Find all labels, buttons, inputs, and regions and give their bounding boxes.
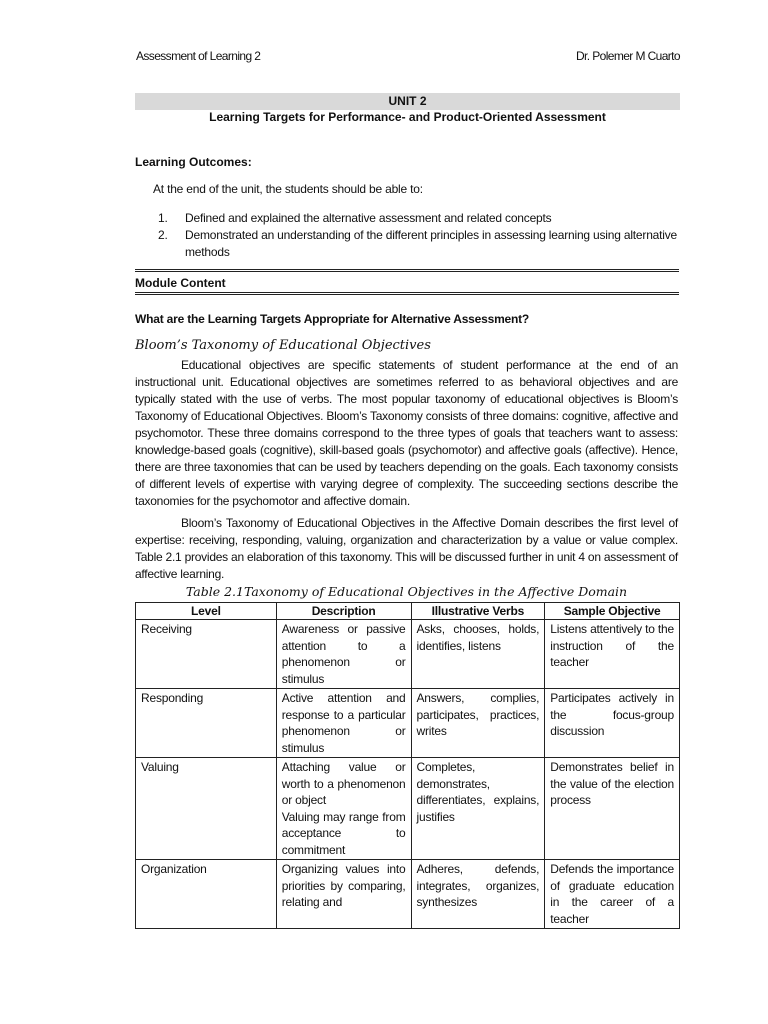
header-author: Dr. Polemer M Cuarto bbox=[575, 49, 680, 63]
table-header-row bbox=[136, 603, 680, 620]
section-title: Bloom’s Taxonomy of Educational Objectives bbox=[135, 338, 431, 353]
cell-level: Valuing bbox=[136, 758, 277, 860]
cell-verbs: Asks, chooses, holds, identifies, listens bbox=[411, 620, 545, 689]
column-header: Illustrative Verbs bbox=[411, 603, 545, 620]
cell-description: Active attention and response to a particular phenomenon or stimulus bbox=[276, 689, 411, 758]
divider-bottom bbox=[135, 292, 679, 295]
table-caption: Table 2.1Taxonomy of Educational Objectives in the Affective Domain bbox=[185, 584, 628, 599]
list-item-text: Demonstrated an understanding of the different principles in assessing learning using alternative methods bbox=[185, 228, 678, 259]
list-item bbox=[158, 210, 678, 227]
module-content-title: Module Content bbox=[135, 276, 226, 290]
cell-level: Receiving bbox=[136, 620, 277, 689]
column-header: Sample Objective bbox=[545, 603, 680, 620]
taxonomy-table bbox=[135, 602, 680, 929]
cell-verbs: Adheres, defends, integrates, organizes, synthesizes bbox=[411, 860, 545, 929]
cell-level: Organization bbox=[136, 860, 277, 929]
paragraph: Educational objectives are specific statements of student performance at the end of an instructional unit. Educational objectives are sometimes referred to as behavioral objectives and are typically stated with the use of verbs. The most popular taxonomy of educational objectives is Bloom’s Taxonomy of Educational Objectives. Bloom’s Taxonomy consists of three domains: cognitive, affective and psychomotor. These three domains correspond to the three types of goals that teachers want to assess: knowledge-based goals (cognitive), skill-based goals (psychomotor) and affective goals (affective). Hence, there are three taxonomies that can be used by teachers depending on the goals. Each taxonomy consists of different levels of expertise with varying degree of complexity. The succeeding sections describe the taxonomies for the psychomotor and affective domain. bbox=[135, 358, 678, 508]
table-row bbox=[136, 620, 680, 689]
paragraph: Bloom’s Taxonomy of Educational Objectives in the Affective Domain describes the first level of expertise: receiving, responding, valuing, organization and characterization by a value or value complex. Table 2.1 provides an elaboration of this taxonomy. This will be discussed further in unit 4 on assessment of affective learning. bbox=[135, 516, 678, 581]
column-header: Description bbox=[276, 603, 411, 620]
cell-description-main: Attaching value or worth to a phenomenon or object bbox=[281, 760, 406, 807]
list-item-number: 1. bbox=[158, 211, 168, 225]
column-header: Level bbox=[136, 603, 277, 620]
learning-outcomes-intro: At the end of the unit, the students should be able to: bbox=[153, 182, 423, 196]
table-row bbox=[136, 689, 680, 758]
list-item-number: 2. bbox=[158, 228, 168, 242]
learning-outcomes-list bbox=[158, 210, 678, 261]
cell-verbs: Answers, complies, participates, practices, writes bbox=[411, 689, 545, 758]
cell-description: Organizing values into priorities by comparing, relating and bbox=[276, 860, 411, 929]
section-question: What are the Learning Targets Appropriate for Alternative Assessment? bbox=[135, 312, 530, 326]
header-course-title: Assessment of Learning 2 bbox=[136, 49, 261, 63]
cell-objective: Listens attentively to the instruction of the teacher bbox=[545, 620, 680, 689]
list-item bbox=[158, 227, 678, 261]
cell-objective: Demonstrates belief in the value of the election process bbox=[545, 758, 680, 860]
cell-level: Responding bbox=[136, 689, 277, 758]
unit-number: UNIT 2 bbox=[135, 93, 680, 110]
cell-description: Awareness or passive attention to a phenomenon or stimulus bbox=[276, 620, 411, 689]
cell-verbs: Completes, demonstrates, differentiates, explains, justifies bbox=[411, 758, 545, 860]
cell-objective: Participates actively in the focus-group discussion bbox=[545, 689, 680, 758]
table-row bbox=[136, 860, 680, 929]
cell-description-extra: Valuing may range from acceptance to commitment bbox=[281, 809, 406, 857]
list-item-text: Defined and explained the alternative assessment and related concepts bbox=[185, 211, 552, 225]
table-row bbox=[136, 758, 680, 860]
divider-top bbox=[135, 269, 679, 272]
learning-outcomes-heading: Learning Outcomes: bbox=[135, 155, 252, 169]
cell-description bbox=[276, 758, 411, 860]
unit-title: Learning Targets for Performance- and Product-Oriented Assessment bbox=[209, 110, 606, 124]
cell-objective: Defends the importance of graduate education in the career of a teacher bbox=[545, 860, 680, 929]
